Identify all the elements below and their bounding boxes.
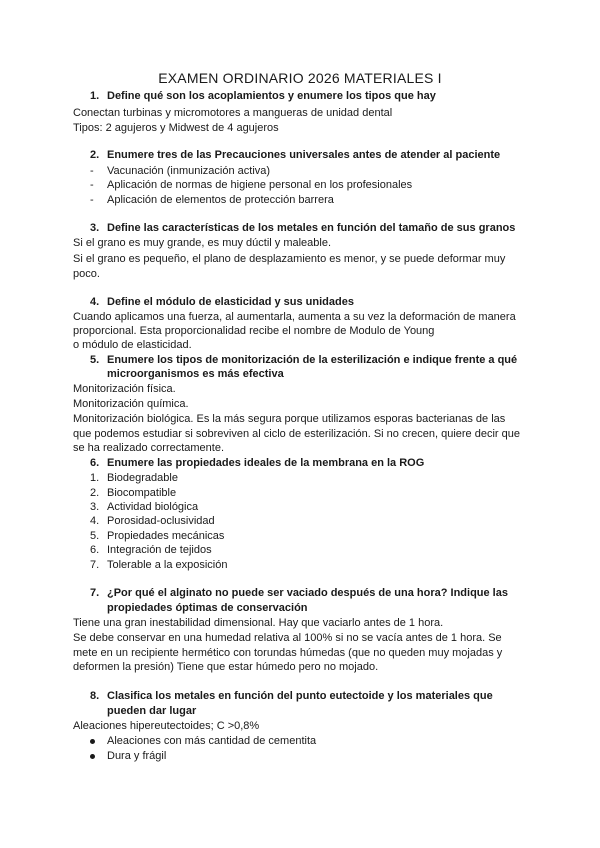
- question-1-text: Define qué son los acoplamientos y enumere los tipos que hay: [107, 90, 436, 102]
- list-number: 7.: [90, 559, 100, 571]
- answer-line: o módulo de elasticidad.: [73, 339, 192, 351]
- list-number: 1.: [90, 472, 100, 484]
- list-item: Integración de tejidos: [107, 544, 212, 556]
- answer-line: Monitorización química.: [73, 398, 189, 410]
- list-item: Propiedades mecánicas: [107, 530, 225, 542]
- answer-line: que podemos estudiar si sobreviven al ciclo de esterilización. Si no crecen, quiere decir que: [73, 428, 520, 440]
- answer-line: Si el grano es pequeño, el plano de desplazamiento es menor, y se puede deformar muy: [73, 253, 506, 265]
- answer-line: Monitorización física.: [73, 383, 176, 395]
- answer-line: Se debe conservar en una humedad relativa al 100% si no se vacía antes de 1 hora. Se: [73, 632, 502, 644]
- answer-line: Aleaciones hipereutectoides; C >0,8%: [73, 720, 260, 732]
- list-number: 6.: [90, 544, 100, 556]
- question-5-text: Enumere los tipos de monitorización de la esterilización e indique frente a qué: [107, 354, 518, 366]
- answer-line: Si el grano es muy grande, es muy dúctil y maleable.: [73, 237, 332, 249]
- question-8-text: Clasifica los metales en función del punto eutectoide y los materiales que: [107, 690, 493, 702]
- list-item: Tolerable a la exposición: [107, 559, 228, 571]
- question-7-text: ¿Por qué el alginato no puede ser vaciado después de una hora? Indique las: [107, 587, 508, 599]
- list-item: Vacunación (inmunización activa): [107, 165, 271, 177]
- question-2-number: 2.: [90, 149, 100, 161]
- question-8-text: pueden dar lugar: [107, 705, 197, 717]
- answer-line: Monitorización biológica. Es la más segura porque utilizamos esporas bacterianas de las: [73, 413, 506, 425]
- list-item: Aleaciones con más cantidad de cementita: [107, 735, 317, 747]
- question-3-text: Define las características de los metales en función del tamaño de sus granos: [107, 222, 516, 234]
- question-8-number: 8.: [90, 690, 100, 702]
- question-2-text: Enumere tres de las Precauciones universales antes de atender al paciente: [107, 149, 501, 161]
- dash-marker: -: [90, 179, 94, 191]
- question-7-text: propiedades óptimas de conservación: [107, 602, 308, 614]
- question-3-number: 3.: [90, 222, 100, 234]
- list-item: Porosidad-oclusividad: [107, 515, 215, 527]
- list-number: 5.: [90, 530, 100, 542]
- answer-line: Cuando aplicamos una fuerza, al aumentarla, aumenta a su vez la deformación de manera: [73, 311, 516, 323]
- list-item: Aplicación de elementos de protección barrera: [107, 194, 334, 206]
- bullet-icon: [90, 739, 95, 744]
- list-item: Biodegradable: [107, 472, 178, 484]
- question-4-text: Define el módulo de elasticidad y sus unidades: [107, 296, 354, 308]
- question-1-number: 1.: [90, 90, 100, 102]
- answer-line: deformen la presión) Tiene que estar húmedo pero no mojado.: [73, 661, 379, 673]
- question-6-text: Enumere las propiedades ideales de la membrana en la ROG: [107, 457, 425, 469]
- answer-line: Tiene una gran inestabilidad dimensional. Hay que vaciarlo antes de 1 hora.: [73, 617, 444, 629]
- question-6-number: 6.: [90, 457, 100, 469]
- question-4-number: 4.: [90, 296, 100, 308]
- list-item: Actividad biológica: [107, 501, 199, 513]
- page-title: EXAMEN ORDINARIO 2026 MATERIALES I: [158, 70, 442, 86]
- list-item: Biocompatible: [107, 487, 177, 499]
- question-7-number: 7.: [90, 587, 100, 599]
- answer-line: se ha realizado correctamente.: [73, 442, 225, 454]
- list-number: 4.: [90, 515, 100, 527]
- answer-line: mete en un recipiente hermético con torundas húmedas (que no queden muy mojadas y: [73, 647, 503, 659]
- answer-line: proporcional. Esta proporcionalidad recibe el nombre de Modulo de Young: [73, 325, 435, 337]
- list-item: Aplicación de normas de higiene personal en los profesionales: [107, 179, 413, 191]
- list-number: 3.: [90, 501, 100, 513]
- dash-marker: -: [90, 165, 94, 177]
- bullet-icon: [90, 754, 95, 759]
- answer-line: Tipos: 2 agujeros y Midwest de 4 agujeros: [73, 122, 279, 134]
- question-5-number: 5.: [90, 354, 100, 366]
- list-number: 2.: [90, 487, 100, 499]
- dash-marker: -: [90, 194, 94, 206]
- list-item: Dura y frágil: [107, 750, 167, 762]
- answer-line: poco.: [73, 268, 100, 280]
- answer-line: Conectan turbinas y micromotores a mangueras de unidad dental: [73, 107, 393, 119]
- question-5-text: microorganismos es más efectiva: [107, 368, 284, 380]
